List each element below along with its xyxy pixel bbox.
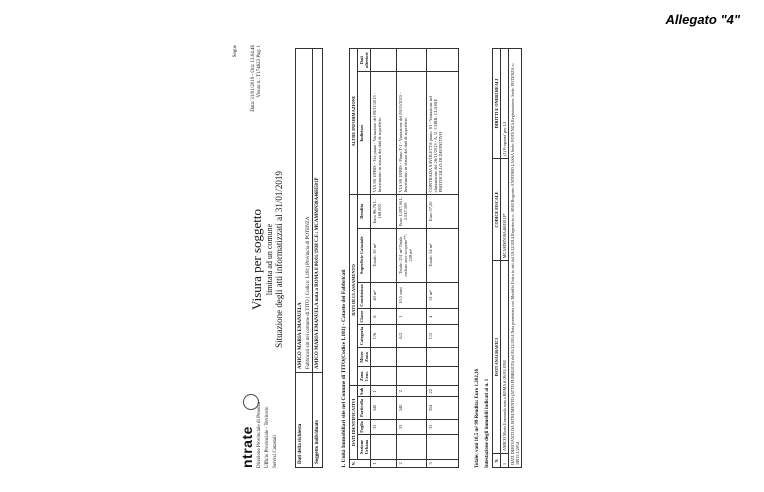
- cell-micro: [371, 347, 397, 367]
- cell-particella: 354: [427, 397, 459, 419]
- cell-consistenza: 40 m²: [371, 282, 397, 308]
- office-line-1: Direzione Provinciale di Potenza: [257, 402, 262, 468]
- visura-number: Visura n.: T174623 Pag: 1: [257, 45, 262, 98]
- cell-categoria: C/2: [427, 325, 459, 348]
- hdr-sezione: Sezione Urbana: [358, 435, 371, 459]
- cell-sub: 2: [397, 386, 427, 397]
- table-row: [397, 49, 427, 468]
- hdr-superficie: Superficie Catastale: [358, 228, 371, 282]
- allegato-tag: Allegato "4": [665, 12, 740, 27]
- cell-particella: 340: [397, 397, 427, 419]
- cell-rendita: Euro 57,20: [427, 194, 459, 228]
- hdr-categoria: Categoria: [358, 325, 371, 348]
- cell-foglio: 33: [397, 419, 427, 435]
- cell-foglio: 33: [427, 419, 459, 435]
- cell-n: 1: [371, 459, 397, 467]
- cell-ulteriori: [371, 49, 397, 72]
- hdr-particella: Particella: [358, 397, 371, 419]
- request-key: Dati della richiesta: [296, 372, 312, 467]
- cell-indirizzo: VIA SS 18/BIS - Via piana - Variazione del 09/11/2015 - Inserimento in visura dei dati di superficie.: [371, 72, 397, 195]
- hdr-sub: Sub: [358, 386, 371, 397]
- hdr-owner-n: N.: [493, 454, 501, 468]
- hdr-anagrafici: DATI ANAGRAFICI: [493, 261, 501, 454]
- hdr-indirizzo: Indirizzo: [358, 72, 371, 195]
- cell-sezione: [397, 435, 427, 459]
- office-line-2: Ufficio Provinciale - Territorio: [265, 406, 270, 468]
- cell-classe: 1: [397, 309, 427, 325]
- cell-superficie: Totale: 251 m² Totale escluse aree scoperte**: 228 m²: [397, 228, 427, 282]
- situation-line: Situazione degli atti informatizzati al 31/01/2019: [274, 171, 284, 348]
- cell-n: 2: [397, 459, 427, 467]
- cell-n: 3: [427, 459, 459, 467]
- cell-classe: 6: [371, 309, 397, 325]
- hdr-zona: Zona Cens.: [358, 367, 371, 386]
- cell-micro: [397, 347, 427, 367]
- cell-consistenza: 51 m²: [427, 282, 459, 308]
- hdr-codice-fiscale: CODICE FISCALE: [493, 158, 501, 260]
- cell-indirizzo: CONTRADA SAVOLETTA piano: S1 - Variazione nel classamento del 26/11/2013 - A. U. CORR. CLASSE PROTOCOLLO DI DEFINITIVO: [427, 72, 459, 195]
- cell-categoria: C/6: [371, 325, 397, 348]
- owner-table: [492, 48, 522, 468]
- owner-anagrafici: AMICO Maria Emanuela nata a ROMA il 06/01/1938: [501, 261, 509, 454]
- section-title: 1. Unità Immobiliari site nel Comune di TITO(Codice L181) - Catasto dei Fabbricati: [341, 269, 347, 468]
- page-subtitle: limitata ad un comune: [265, 223, 274, 296]
- page-title: Visura per soggetto: [249, 208, 264, 311]
- subject-value: AMICO MARIA EMANUELA nata a ROMA il 06/01/1938 C.F.: MCAMMN38A46H501P: [315, 177, 320, 369]
- table-row: [509, 49, 522, 468]
- request-block: [295, 48, 323, 468]
- cell-consistenza: 10,5 vani: [397, 282, 427, 308]
- cell-particella: 340: [371, 397, 397, 419]
- subject-row: [313, 48, 323, 468]
- cell-ulteriori: [427, 49, 459, 72]
- hdr-group-ident: DATI IDENTIFICATIVI: [350, 386, 358, 460]
- request-value: AMICO MARIA EMANUELA: [298, 302, 303, 369]
- hdr-n: N.: [350, 459, 371, 467]
- owner-diritti: (1) Proprieta' per 1/1: [501, 49, 509, 159]
- hdr-group-other: ALTRE INFORMAZIONI: [350, 49, 358, 195]
- cell-sub: 22: [427, 386, 459, 397]
- hdr-group-class: DATI DI CLASSAMENTO: [350, 194, 358, 385]
- cell-micro: [427, 347, 459, 367]
- hdr-rendita: Rendita: [358, 194, 371, 228]
- cell-sub: 1: [371, 386, 397, 397]
- request-value-2: Fabbricati siti nel comune di TITO ( Codice: L181) Provincia di POTENZA: [306, 216, 311, 369]
- owner-cf: MCAMMN38A46H501P*: [501, 158, 509, 260]
- hdr-ulteriori: Dati ulteriori: [358, 49, 371, 72]
- totals-line: Totale: vani 10,5 m² 99 Rendita: Euro 1.202,16: [475, 368, 480, 468]
- cell-indirizzo: VIA SS 18/BIS - Piano T-1 - Variazione del 09/11/2015 - Inserimento in visura dei dati di superficie.: [397, 72, 427, 195]
- cell-sezione: [371, 435, 397, 459]
- cell-ulteriori: [397, 49, 427, 72]
- cell-rendita: Euro 86,76 L. 168.000: [371, 194, 397, 228]
- derivante-cell: DATI DERIVANTI DA ISTRUMENTO (ATTO PUBBLICO) del 05/12/2014 Nota presentata con Modello Unico in atti dal 10/12/2014 Repertorio n.: 8040 Rogante: ANTONIO LASSA Sede: POTENZA Registrazione: Sede: POTENZA n: 18915.1/2014: [509, 49, 522, 468]
- date-line: Data: 31/01/2019 - Ora: 13.04.46: [251, 45, 256, 112]
- intestazione-title: Intestazione degli immobili indicati al n. 1: [485, 378, 490, 468]
- cell-sezione: [427, 435, 459, 459]
- table-row: [501, 49, 509, 468]
- cell-zona: [397, 367, 427, 386]
- signer-text: Segue: [233, 45, 238, 58]
- subject-key: Soggetto individuato: [313, 372, 322, 467]
- cell-superficie: Totale: 54 m²: [427, 228, 459, 282]
- cell-superficie: Totale: 50 m²: [371, 228, 397, 282]
- rotated-document: [229, 37, 535, 482]
- hdr-foglio: Foglio: [358, 419, 371, 435]
- hdr-classe: Classe: [358, 309, 371, 325]
- property-table: [349, 48, 459, 468]
- cell-rendita: Euro 1.097,36 L. 2.047.500: [397, 194, 427, 228]
- request-row: [295, 48, 313, 468]
- owner-n: 1: [501, 454, 509, 468]
- cell-zona: [427, 367, 459, 386]
- cell-zona: [371, 367, 397, 386]
- hdr-micro: Micro Zona: [358, 347, 371, 367]
- table-row: [371, 49, 397, 468]
- cell-classe: 4: [427, 309, 459, 325]
- office-line-3: Servizi Catastali: [273, 435, 278, 468]
- hdr-diritti: DIRITTI E ONERI REALI: [493, 49, 501, 159]
- title-block: [249, 37, 284, 482]
- hdr-consistenza: Consistenza: [358, 282, 371, 308]
- logo-wordmark: ntrate: [239, 426, 255, 468]
- cell-categoria: A/2: [397, 325, 427, 348]
- table-row: [427, 49, 459, 468]
- cell-foglio: 33: [371, 419, 397, 435]
